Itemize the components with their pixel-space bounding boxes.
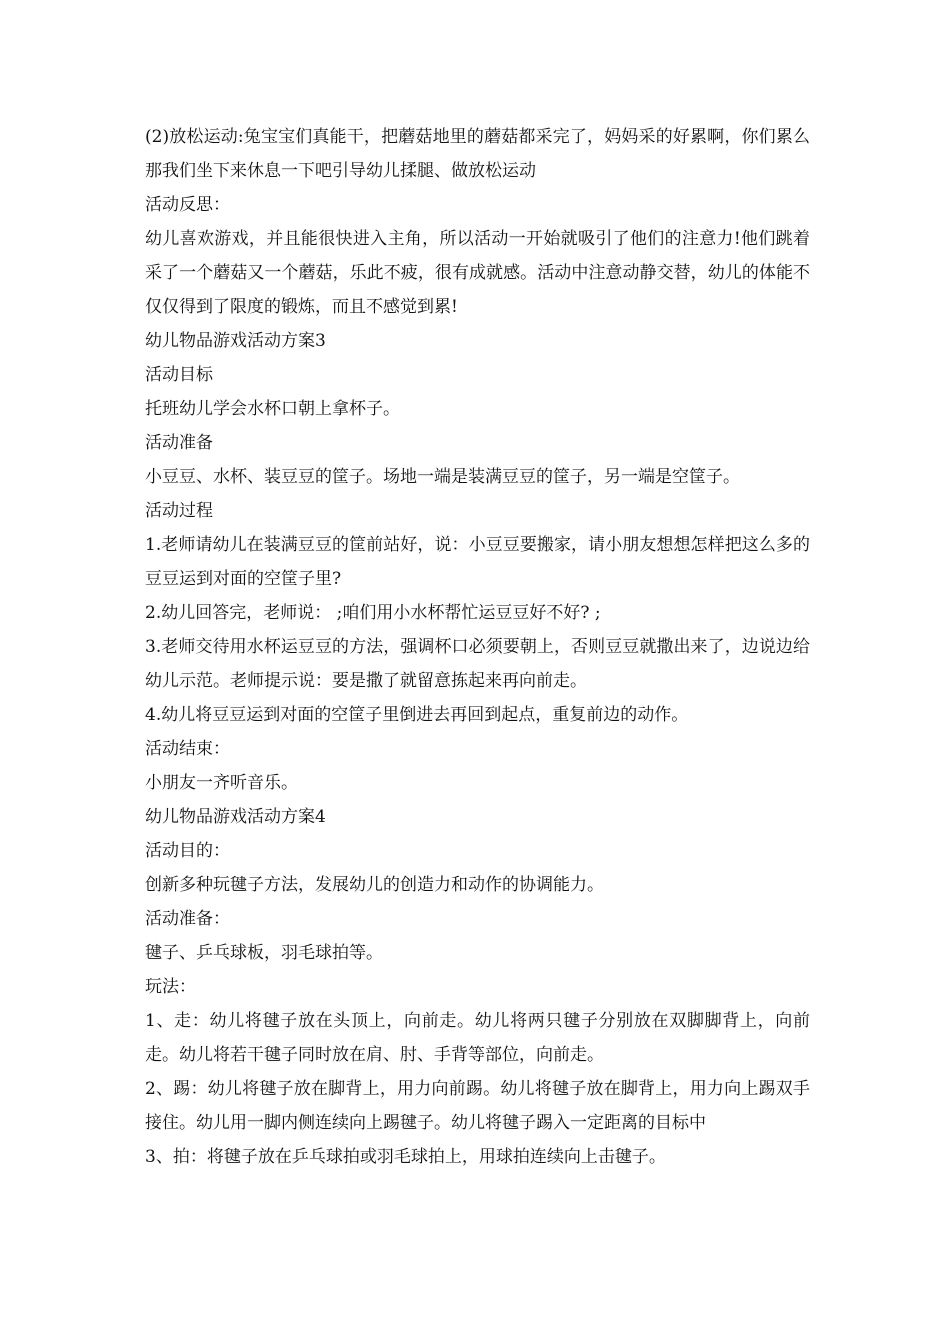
heading-ending: 活动结束： [145, 739, 230, 759]
heading-preparation: 活动准备 [145, 433, 213, 453]
heading-plan-3: 幼儿物品游戏活动方案3 [145, 331, 326, 351]
heading-goal: 活动目标 [145, 365, 213, 385]
paragraph-step-3: 3.老师交待用水杯运豆豆的方法，强调杯口必须要朝上，否则豆豆就撒出来了，边说边给幼儿示范。老师提示说：要是撒了就留意拣起来再向前走。 [145, 637, 810, 691]
paragraph-preparation: 小豆豆、水杯、装豆豆的筐子。场地一端是装满豆豆的筐子，另一端是空筐子。 [145, 467, 740, 487]
heading-how-to-play: 玩法： [145, 977, 196, 997]
paragraph-pat: 3、拍：将毽子放在乒乓球拍或羽毛球拍上，用球拍连续向上击毽子。 [145, 1147, 666, 1167]
paragraph-relax-exercise: (2)放松运动:兔宝宝们真能干，把蘑菇地里的蘑菇都采完了，妈妈采的好累啊，你们累么那我们坐下来休息一下吧引导幼儿揉腿、做放松运动 [145, 127, 810, 181]
heading-plan-4: 幼儿物品游戏活动方案4 [145, 807, 326, 827]
paragraph-materials: 毽子、乒乓球板，羽毛球拍等。 [145, 943, 383, 963]
heading-process: 活动过程 [145, 501, 213, 521]
paragraph-step-2: 2.幼儿回答完，老师说： ;咱们用小水杯帮忙运豆豆好不好? ; [145, 603, 601, 623]
paragraph-goal: 托班幼儿学会水杯口朝上拿杯子。 [145, 399, 400, 419]
heading-purpose: 活动目的： [145, 841, 230, 861]
paragraph-step-1: 1.老师请幼儿在装满豆豆的筐前站好，说：小豆豆要搬家，请小朋友想想怎样把这么多的豆豆运到对面的空筐子里? [145, 535, 810, 589]
paragraph-kick: 2、踢：幼儿将毽子放在脚背上，用力向前踢。幼儿将毽子放在脚背上，用力向上踢双手接住。幼儿用一脚内侧连续向上踢毽子。幼儿将毽子踢入一定距离的目标中 [145, 1079, 810, 1133]
paragraph-purpose: 创新多种玩毽子方法，发展幼儿的创造力和动作的协调能力。 [145, 875, 604, 895]
paragraph-reflection: 幼儿喜欢游戏，并且能很快进入主角，所以活动一开始就吸引了他们的注意力!他们跳着采了一个蘑菇又一个蘑菇，乐此不疲，很有成就感。活动中注意动静交替，幼儿的体能不仅仅得到了限度的锻炼，而且不感觉到累! [145, 229, 810, 317]
paragraph-step-4: 4.幼儿将豆豆运到对面的空筐子里倒进去再回到起点，重复前边的动作。 [145, 705, 689, 725]
heading-reflection: 活动反思： [145, 195, 230, 215]
heading-preparation-2: 活动准备： [145, 909, 230, 929]
paragraph-ending: 小朋友一齐听音乐。 [145, 773, 298, 793]
document-body [145, 120, 810, 1174]
paragraph-walk: 1、走：幼儿将毽子放在头顶上，向前走。幼儿将两只毽子分别放在双脚脚背上，向前走。幼儿将若干毽子同时放在肩、肘、手背等部位，向前走。 [145, 1011, 810, 1065]
